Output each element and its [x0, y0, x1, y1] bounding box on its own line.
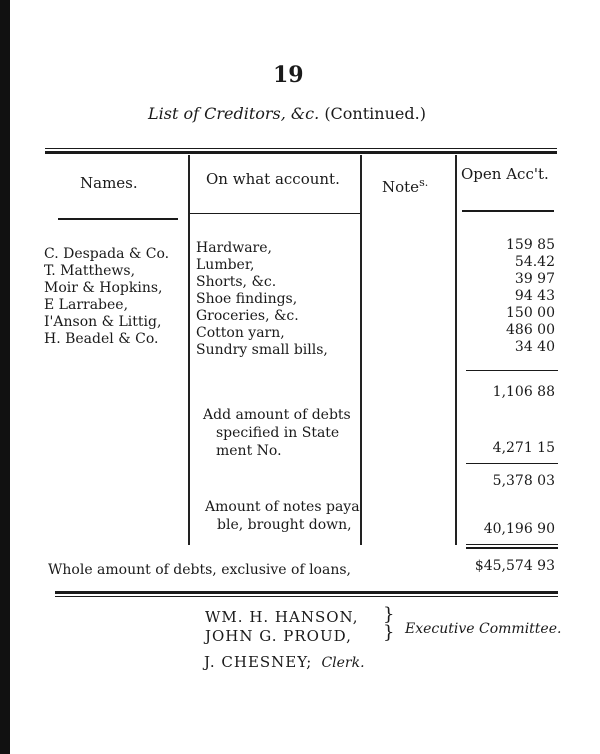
top-rule-thick — [45, 151, 557, 154]
bottom-rule-thick — [55, 591, 558, 594]
amount-cell: 150 00 — [506, 305, 555, 321]
page-heading — [148, 104, 426, 123]
notes-payable-amount: 40,196 90 — [483, 521, 555, 537]
header-rule-open — [462, 210, 554, 212]
clerk-title: Clerk. — [321, 655, 365, 671]
add-debts-line: specified in State — [216, 425, 340, 441]
clerk-name: J. CHESNEY; — [204, 653, 313, 671]
add-debts-line: ment No. — [216, 443, 282, 459]
header-rule-names — [58, 218, 178, 220]
header-notes-text: Note — [382, 178, 420, 196]
amount-cell: 34 40 — [514, 339, 555, 355]
signature-brace: } } — [383, 604, 395, 643]
subtotal-1: 1,106 88 — [492, 384, 555, 400]
column-divider-2 — [360, 155, 362, 545]
account-item: Shorts, &c. — [196, 274, 277, 290]
header-names: Names. — [80, 174, 138, 192]
subtotal-rule-2 — [466, 463, 558, 464]
creditor-name: I'Anson & Littig, — [44, 314, 162, 330]
creditor-name: C. Despada & Co. — [44, 246, 170, 262]
whole-amount-label: Whole amount of debts, exclusive of loans, — [48, 562, 351, 578]
committee-title: Executive Committee. — [405, 621, 562, 637]
column-divider-3 — [455, 155, 457, 545]
header-notes — [382, 176, 428, 196]
header-open-account: Open Acc't. — [461, 165, 549, 183]
account-item: Sundry small bills, — [196, 342, 328, 358]
notes-payable-line: Amount of notes paya — [205, 499, 360, 515]
account-item: Hardware, — [196, 240, 272, 256]
clerk-line — [204, 652, 365, 671]
open-account-amounts — [465, 237, 555, 356]
page-number: 19 — [273, 62, 304, 88]
subtotal-2: 5,378 03 — [492, 473, 555, 489]
notes-payable-text — [205, 498, 360, 534]
heading-continued: (Continued.) — [324, 104, 426, 123]
add-debts-text — [203, 406, 351, 460]
creditor-name: H. Beadel & Co. — [44, 331, 159, 347]
bottom-rule-thin — [55, 596, 558, 597]
account-item: Groceries, &c. — [196, 308, 299, 324]
total-rule-thick — [466, 547, 558, 549]
account-item: Lumber, — [196, 257, 255, 273]
amount-cell: 39 97 — [514, 271, 555, 287]
amount-cell: 159 85 — [506, 237, 555, 253]
amount-cell: 486 00 — [506, 322, 555, 338]
amount-cell: 54.42 — [514, 254, 555, 270]
account-descriptions — [196, 240, 328, 359]
total-rule-thin — [466, 544, 558, 545]
header-rule-account — [190, 213, 360, 214]
heading-title: List of Creditors, &c. — [148, 104, 320, 123]
notes-payable-line: ble, brought down, — [217, 517, 352, 533]
page-edge-shadow — [0, 0, 10, 754]
whole-amount-value: $45,574 93 — [474, 558, 555, 574]
amount-cell: 94 43 — [514, 288, 555, 304]
subtotal-rule-1 — [466, 370, 558, 371]
header-account: On what account. — [206, 170, 340, 188]
add-debts-line: Add amount of debts — [203, 407, 351, 423]
creditor-name: T. Matthews, — [44, 263, 136, 279]
account-item: Cotton yarn, — [196, 325, 285, 341]
add-debts-amount: 4,271 15 — [492, 440, 555, 456]
top-rule-thin — [45, 148, 557, 149]
signature-proud: JOHN G. PROUD, — [205, 627, 352, 645]
creditor-names — [44, 246, 169, 348]
creditor-name: Moir & Hopkins, — [44, 280, 163, 296]
creditor-name: E Larrabee, — [44, 297, 129, 313]
account-item: Shoe findings, — [196, 291, 298, 307]
signature-hanson: WM. H. HANSON, — [205, 608, 359, 626]
header-notes-sup: s. — [419, 176, 429, 189]
